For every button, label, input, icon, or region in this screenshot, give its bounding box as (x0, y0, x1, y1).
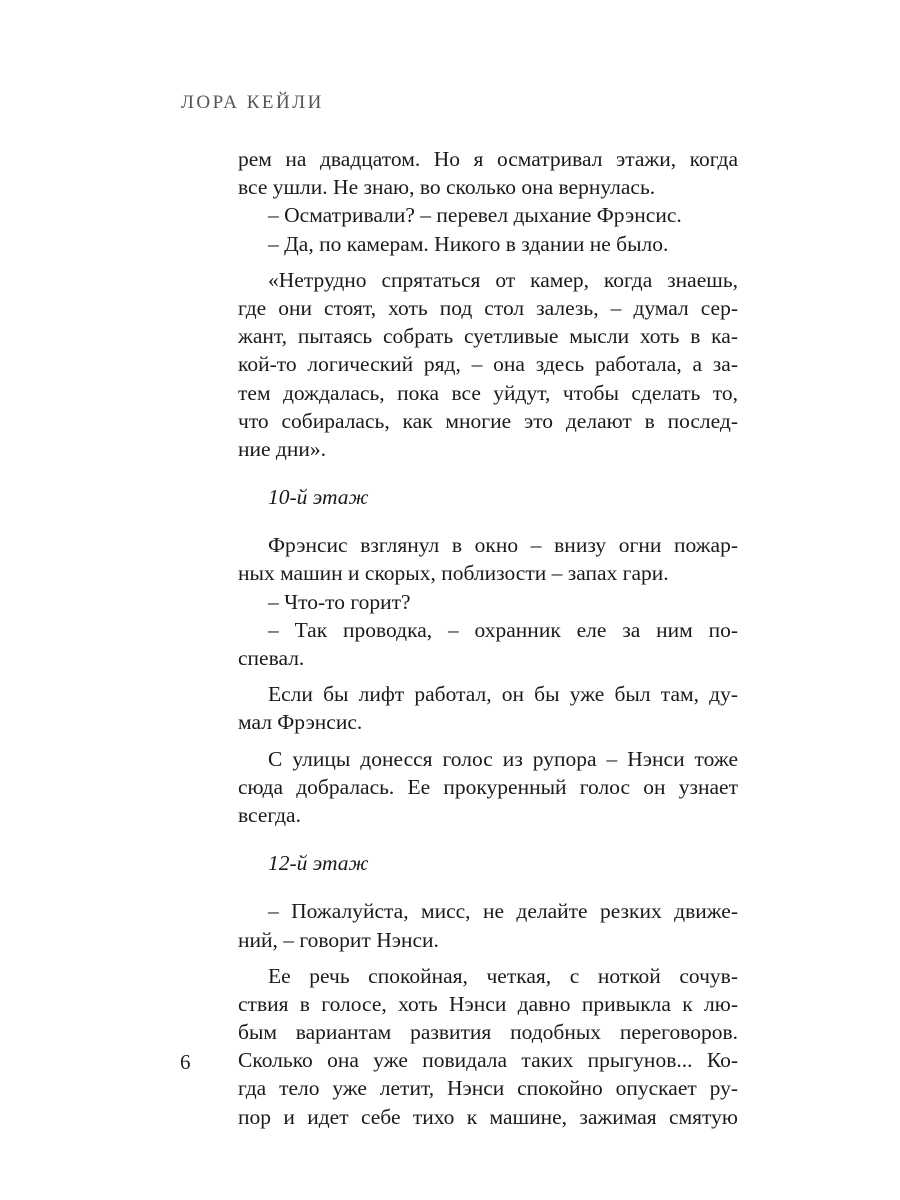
text-line: жант, пытаясь собрать суетливые мысли хоть в ка- (238, 324, 738, 349)
text-line: ний, – говорит Нэнси. (238, 927, 439, 952)
text-line: Ее речь спокойная, четкая, с ноткой сочув- (268, 963, 738, 988)
page-number: 6 (180, 1050, 191, 1074)
body-text (238, 145, 738, 1131)
text-line: – Пожалуйста, мисс, не делайте резких движе- (268, 899, 738, 924)
text-line: что собиралась, как многие это делают в послед- (238, 408, 738, 433)
text-line: С улицы донесся голос из рупора – Нэнси тоже (268, 746, 738, 771)
text-line: всегда. (238, 802, 301, 827)
section-heading-10th-floor: 10-й этаж (268, 485, 369, 510)
text-line: пор и идет себе тихо к машине, зажимая смятую (238, 1104, 738, 1129)
text-line: ных машин и скорых, поблизости – запах гари. (238, 561, 669, 586)
text-line: все ушли. Не знаю, во сколько она вернулась. (238, 175, 656, 200)
text-line: Если бы лифт работал, он бы уже был там, ду- (268, 682, 738, 707)
text-line: – Осматривали? – перевел дыхание Фрэнсис. (268, 203, 682, 228)
text-line: мал Фрэнсис. (238, 710, 363, 735)
text-line: «Нетрудно спрятаться от камер, когда знаешь, (268, 267, 738, 292)
text-line: где они стоят, хоть под стол залезь, – думал сер- (238, 295, 738, 320)
text-line: – Да, по камерам. Никого в здании не было. (268, 231, 669, 256)
text-line: сюда добралась. Ее прокуренный голос он узнает (238, 774, 738, 799)
text-line: ние дни». (238, 436, 327, 461)
text-line: Фрэнсис взглянул в окно – внизу огни пожар- (268, 533, 738, 558)
text-line: Сколько она уже повидала таких прыгунов... Ко- (238, 1048, 738, 1073)
running-head: ЛОРА КЕЙЛИ (181, 92, 324, 113)
text-line: кой-то логический ряд, – она здесь работала, а за- (238, 352, 738, 377)
text-line: – Что-то горит? (268, 589, 411, 614)
text-line: – Так проводка, – охранник еле за ним по- (268, 617, 738, 642)
text-line: гда тело уже летит, Нэнси спокойно опускает ру- (238, 1076, 738, 1101)
text-line: рем на двадцатом. Но я осматривал этажи, когда (238, 147, 738, 171)
text-line: спевал. (238, 646, 305, 670)
section-heading-12th-floor: 12-й этаж (268, 851, 369, 876)
text-line: тем дождалась, пока все уйдут, чтобы сделать то, (238, 380, 738, 405)
text-line: ствия в голосе, хоть Нэнси давно привыкла к лю- (238, 991, 738, 1016)
text-line: бым вариантам развития подобных переговоров. (238, 1020, 738, 1045)
